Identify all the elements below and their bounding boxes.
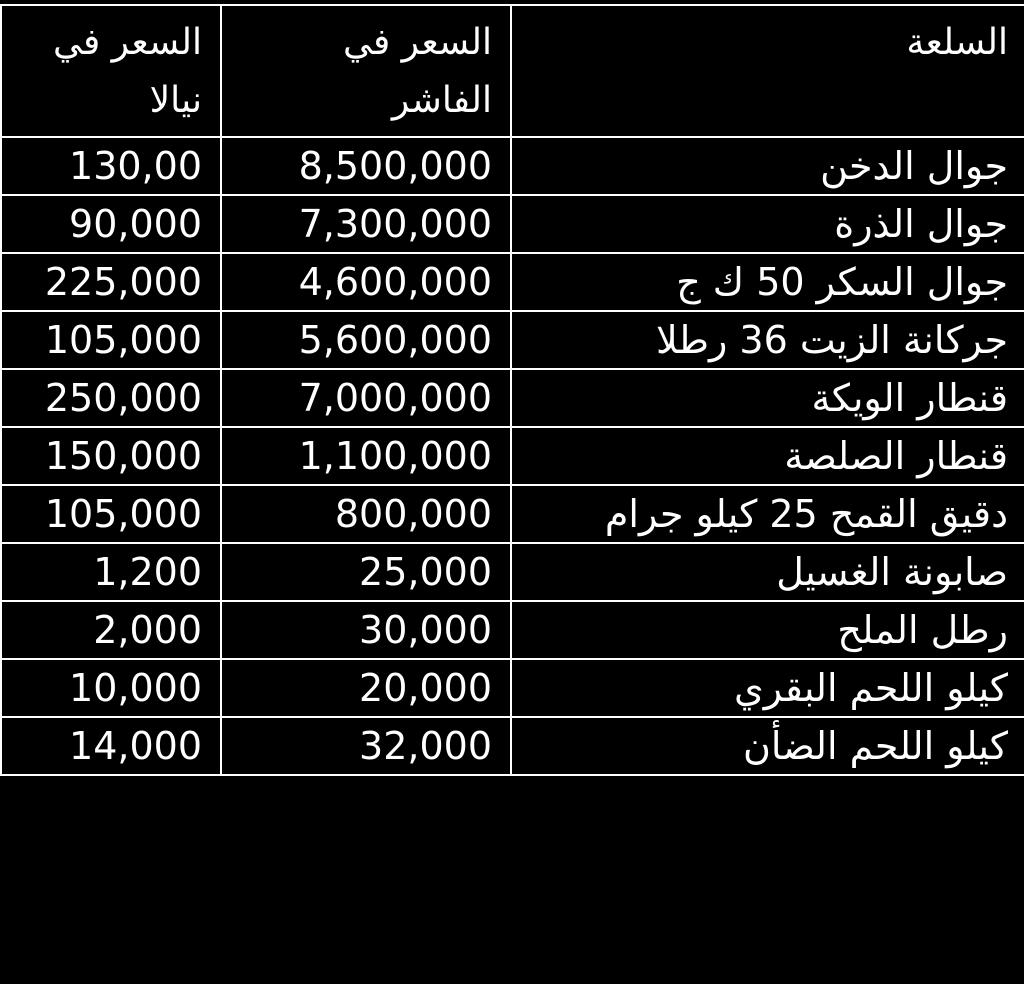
fasher-price-cell: 20,000	[221, 659, 511, 717]
table-row	[1, 427, 1024, 485]
table-row	[1, 601, 1024, 659]
fasher-price-cell: 25,000	[221, 543, 511, 601]
table-row	[1, 543, 1024, 601]
item-name-cell: جوال الدخن	[511, 137, 1024, 195]
fasher-price-cell: 30,000	[221, 601, 511, 659]
item-name-cell: قنطار الصلصة	[511, 427, 1024, 485]
nyala-price-cell: 105,000	[1, 311, 221, 369]
fasher-price-cell: 800,000	[221, 485, 511, 543]
item-name-cell: جركانة الزيت 36 رطلا	[511, 311, 1024, 369]
table-row	[1, 659, 1024, 717]
item-name-cell: جوال الذرة	[511, 195, 1024, 253]
fasher-price-cell: 32,000	[221, 717, 511, 775]
nyala-price-cell: 1,200	[1, 543, 221, 601]
nyala-price-cell: 250,000	[1, 369, 221, 427]
table-row	[1, 369, 1024, 427]
nyala-price-cell: 90,000	[1, 195, 221, 253]
header-nyala-price: السعر في نيالا	[1, 5, 221, 137]
nyala-price-cell: 150,000	[1, 427, 221, 485]
fasher-price-cell: 7,300,000	[221, 195, 511, 253]
nyala-price-cell: 10,000	[1, 659, 221, 717]
table-row	[1, 195, 1024, 253]
fasher-price-cell: 7,000,000	[221, 369, 511, 427]
nyala-price-cell: 14,000	[1, 717, 221, 775]
fasher-price-cell: 1,100,000	[221, 427, 511, 485]
table-row	[1, 717, 1024, 775]
nyala-price-cell: 225,000	[1, 253, 221, 311]
item-name-cell: صابونة الغسيل	[511, 543, 1024, 601]
price-table	[0, 4, 1024, 776]
table-row	[1, 311, 1024, 369]
fasher-price-cell: 4,600,000	[221, 253, 511, 311]
nyala-price-cell: 2,000	[1, 601, 221, 659]
item-name-cell: جوال السكر 50 ك ج	[511, 253, 1024, 311]
table-body	[1, 137, 1024, 775]
nyala-price-cell: 130,00	[1, 137, 221, 195]
item-name-cell: قنطار الويكة	[511, 369, 1024, 427]
fasher-price-cell: 5,600,000	[221, 311, 511, 369]
table-row	[1, 485, 1024, 543]
item-name-cell: كيلو اللحم الضأن	[511, 717, 1024, 775]
header-item: السلعة	[511, 5, 1024, 137]
nyala-price-cell: 105,000	[1, 485, 221, 543]
item-name-cell: دقيق القمح 25 كيلو جرام	[511, 485, 1024, 543]
table-row	[1, 137, 1024, 195]
header-row	[1, 5, 1024, 137]
item-name-cell: رطل الملح	[511, 601, 1024, 659]
item-name-cell: كيلو اللحم البقري	[511, 659, 1024, 717]
fasher-price-cell: 8,500,000	[221, 137, 511, 195]
header-fasher-price: السعر في الفاشر	[221, 5, 511, 137]
table-row	[1, 253, 1024, 311]
